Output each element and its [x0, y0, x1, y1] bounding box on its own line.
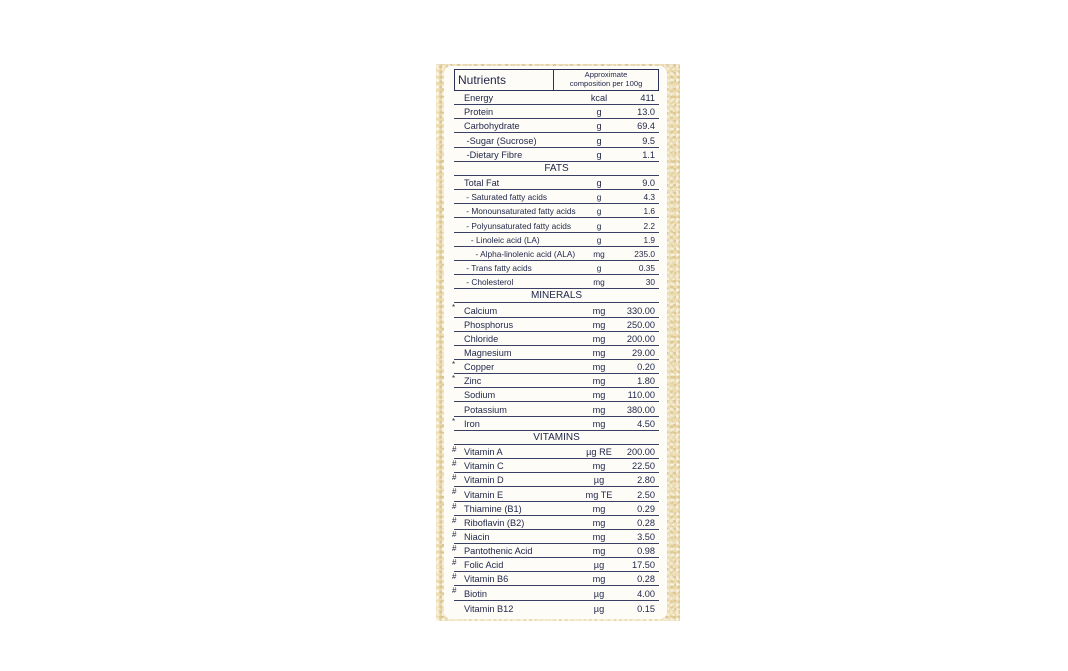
nutrient-value: 0.29	[637, 503, 655, 514]
nutrient-unit: g	[596, 263, 602, 274]
nutrient-unit: µg	[593, 560, 605, 571]
nutrient-name: Magnesium	[464, 347, 512, 358]
nutrient-unit: µg RE	[586, 447, 612, 458]
nutrient-name: Biotin	[464, 588, 487, 599]
nutrient-row	[454, 487, 659, 501]
footnote-mark: *	[452, 359, 456, 369]
nutrient-unit: µg	[593, 603, 605, 614]
section-heading: FATS	[454, 162, 659, 176]
nutrient-name: Pantothenic Acid	[464, 546, 533, 557]
nutrient-value: 0.20	[637, 362, 655, 373]
nutrient-row	[454, 247, 659, 261]
nutrient-name: Calcium	[464, 305, 498, 316]
nutrient-unit: mg	[592, 461, 606, 472]
nutrient-row	[454, 459, 659, 473]
nutrient-unit: g	[596, 220, 602, 231]
nutrient-unit: mg	[592, 532, 606, 542]
table-header	[454, 69, 659, 91]
nutrient-value: 4.50	[637, 418, 655, 429]
nutrient-name: Energy	[464, 93, 494, 104]
nutrient-unit: mg	[592, 362, 606, 373]
nutrient-row	[454, 473, 659, 487]
footnote-mark: #	[452, 459, 457, 469]
nutrient-name: Vitamin A	[464, 447, 503, 458]
nutrient-value: 13.0	[637, 107, 655, 118]
footnote-mark: #	[452, 515, 457, 525]
footnote-mark: #	[452, 529, 457, 539]
nutrient-row	[454, 558, 659, 572]
nutrient-name: - Saturated fatty acids	[464, 192, 548, 203]
nutrient-unit: mg	[592, 347, 606, 358]
nutrient-unit: g	[596, 149, 602, 160]
nutrient-name: Iron	[464, 418, 480, 429]
nutrient-name: Phosphorus	[464, 319, 514, 330]
nutrient-unit: mg	[592, 517, 606, 528]
nutrient-name: Vitamin B12	[464, 603, 514, 614]
nutrient-value: 2.80	[637, 475, 655, 486]
nutrient-unit: mg	[592, 574, 606, 585]
nutrient-value: 0.28	[637, 517, 655, 528]
nutrient-value: 17.50	[632, 560, 655, 571]
nutrient-name: Thiamine (B1)	[464, 503, 522, 514]
nutrient-value: 1.9	[643, 234, 655, 245]
nutrient-unit: kcal	[590, 93, 608, 104]
nutrient-unit: g	[596, 206, 602, 217]
nutrient-row	[454, 388, 659, 402]
nutrient-unit: g	[596, 121, 602, 132]
nutrient-unit: mg	[593, 277, 605, 288]
nutrient-row	[454, 204, 659, 218]
nutrient-row	[454, 572, 659, 586]
nutrient-value: 235.0	[634, 248, 655, 259]
nutrient-row	[454, 261, 659, 275]
nutrient-name: Vitamin D	[464, 475, 504, 486]
nutrient-row	[454, 318, 659, 332]
nutrient-unit: g	[596, 192, 602, 203]
nutrient-unit: g	[596, 178, 602, 189]
nutrient-row	[454, 346, 659, 360]
table-body	[454, 91, 659, 615]
nutrient-value: 330.00	[626, 305, 655, 316]
footnote-mark: *	[452, 374, 456, 384]
footnote-mark: #	[452, 473, 457, 483]
nutrient-name: Carbohydrate	[464, 121, 520, 132]
nutrient-name: - Monounsaturated fatty acids	[464, 206, 576, 217]
footnote-mark: #	[452, 487, 457, 497]
nutrient-value: 200.00	[626, 333, 655, 344]
nutrient-row	[454, 374, 659, 388]
nutrient-value: 9.0	[642, 178, 655, 189]
nutrient-value: 110.00	[627, 390, 655, 401]
nutrient-name: Folic Acid	[464, 560, 504, 571]
footnote-mark: #	[452, 501, 457, 511]
footnote-mark: #	[452, 558, 457, 568]
nutrient-name: Chloride	[464, 333, 499, 344]
nutrient-row	[454, 586, 659, 600]
nutrient-row	[454, 91, 659, 105]
footnote-mark: #	[452, 544, 457, 553]
nutrient-row	[454, 275, 659, 289]
nutrient-name: Sodium	[464, 390, 496, 401]
nutrient-unit: mg	[592, 390, 606, 401]
nutrient-row	[454, 176, 659, 190]
nutrient-value: 0.35	[638, 263, 655, 274]
nutrient-name: - Polyunsaturated fatty acids	[464, 220, 571, 231]
nutrient-row	[454, 530, 659, 544]
nutrient-value: 1.6	[643, 206, 655, 217]
nutrient-name: - Alpha-linolenic acid (ALA)	[464, 248, 576, 259]
nutrient-row	[454, 516, 659, 530]
nutrient-value: 0.98	[637, 546, 655, 557]
nutrient-row	[454, 402, 659, 416]
composition-heading	[554, 70, 658, 90]
nutrient-row	[454, 544, 659, 558]
nutrient-value: 4.3	[643, 192, 655, 203]
nutrient-name: -Sugar (Sucrose)	[464, 135, 537, 146]
nutrient-unit: µg	[593, 475, 605, 486]
nutrient-value: 2.2	[643, 220, 655, 231]
nutrient-unit: µg	[593, 588, 605, 599]
nutrient-unit: mg	[593, 248, 605, 259]
nutrient-row	[454, 218, 659, 232]
nutrients-heading: Nutrients	[455, 70, 554, 90]
nutrient-row	[454, 601, 659, 615]
nutrition-table	[454, 69, 659, 615]
nutrient-name: - Linoleic acid (LA)	[464, 234, 540, 245]
nutrient-unit: mg	[592, 404, 606, 415]
nutrient-value: 69.4	[637, 121, 655, 132]
footnote-mark: #	[452, 444, 457, 454]
nutrient-unit: g	[596, 107, 602, 118]
nutrient-name: Niacin	[464, 532, 490, 542]
nutrient-value: 1.1	[642, 149, 655, 160]
nutrient-name: Copper	[464, 362, 495, 373]
nutrient-value: 2.50	[637, 489, 655, 500]
nutrient-value: 0.28	[637, 574, 655, 585]
nutrient-unit: mg TE	[585, 489, 613, 500]
nutrient-row	[454, 105, 659, 119]
composition-heading-line1: Approximate	[584, 70, 628, 79]
nutrient-value: 380.00	[626, 404, 655, 415]
footnote-mark: #	[452, 586, 457, 596]
nutrient-value: 3.50	[637, 532, 655, 542]
nutrient-unit: g	[596, 135, 602, 146]
nutrient-unit: mg	[592, 418, 606, 429]
footnote-mark: #	[452, 572, 457, 582]
nutrient-row	[454, 303, 659, 317]
nutrient-value: 250.00	[626, 319, 655, 330]
nutrient-row	[454, 133, 659, 147]
nutrient-name: - Trans fatty acids	[464, 263, 532, 274]
nutrient-name: Potassium	[464, 404, 507, 415]
nutrient-row	[454, 148, 659, 162]
section-heading: VITAMINS	[454, 431, 659, 445]
section-heading: MINERALS	[454, 289, 659, 303]
nutrient-name: -Dietary Fibre	[464, 149, 523, 160]
nutrient-unit: mg	[592, 546, 606, 557]
nutrient-name: - Cholesterol	[464, 277, 514, 288]
nutrient-name: Riboflavin (B2)	[464, 517, 525, 528]
nutrient-value: 30	[645, 277, 655, 288]
footnote-mark: *	[452, 416, 456, 426]
nutrient-row	[454, 417, 659, 431]
nutrient-name: Vitamin C	[464, 461, 504, 472]
nutrient-name: Vitamin E	[464, 489, 504, 500]
nutrient-row	[454, 502, 659, 516]
nutrient-unit: mg	[592, 305, 606, 316]
footnote-mark: *	[452, 303, 456, 313]
nutrient-name: Zinc	[464, 376, 482, 387]
nutrient-unit: g	[596, 234, 602, 245]
nutrient-name: Vitamin B6	[464, 574, 509, 585]
nutrient-unit: mg	[592, 319, 606, 330]
nutrient-row	[454, 360, 659, 374]
nutrient-value: 1.80	[637, 376, 655, 387]
nutrient-value: 4.00	[637, 588, 655, 599]
nutrient-row	[454, 332, 659, 346]
nutrient-value: 22.50	[632, 461, 655, 472]
nutrient-row	[454, 119, 659, 133]
nutrient-unit: mg	[592, 376, 606, 387]
nutrient-row	[454, 190, 659, 204]
composition-heading-line2: composition per 100g	[569, 78, 643, 88]
nutrient-unit: mg	[592, 333, 606, 344]
nutrient-row	[454, 233, 659, 247]
nutrient-name: Protein	[464, 107, 494, 118]
nutrient-value: 0.15	[637, 603, 655, 614]
nutrient-value: 9.5	[642, 135, 655, 146]
nutrient-unit: mg	[592, 503, 606, 514]
nutrient-name: Total Fat	[464, 178, 500, 189]
nutrient-row	[454, 445, 659, 459]
nutrient-value: 200.00	[626, 447, 655, 458]
nutrient-value: 29.00	[632, 347, 655, 358]
nutrient-value: 411	[640, 93, 655, 104]
